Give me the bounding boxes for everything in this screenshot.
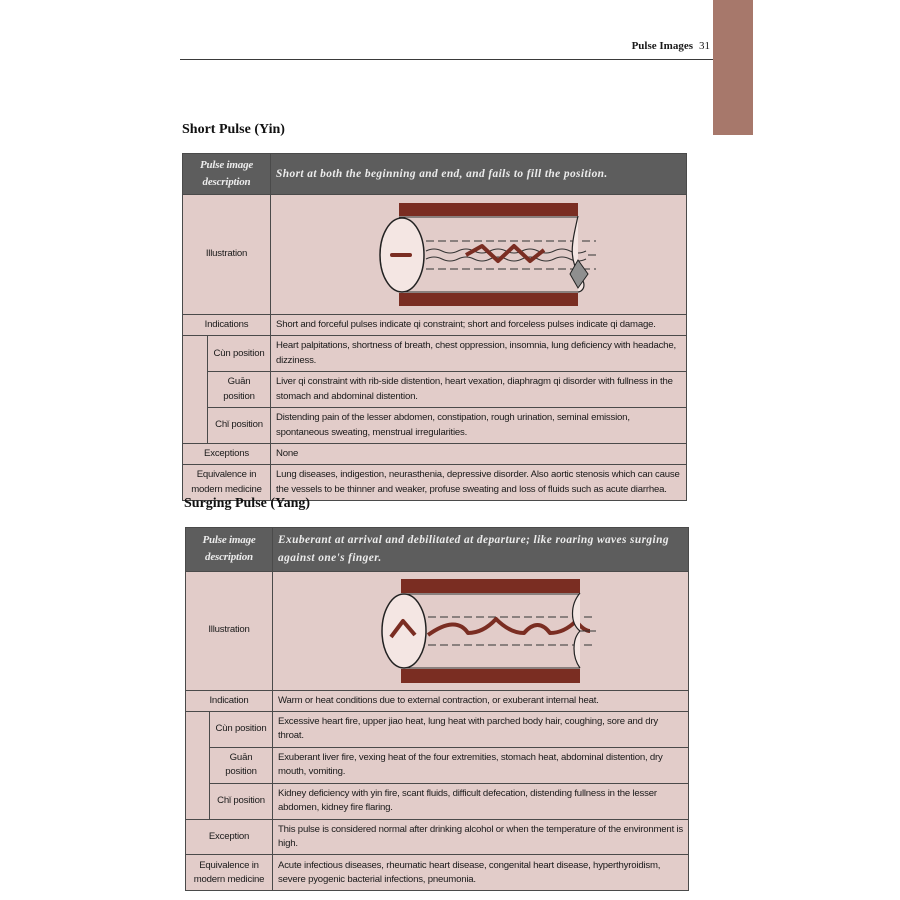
header-label-cell: Pulse image description (186, 528, 273, 572)
indications-text: Warm or heat conditions due to external contraction, or exuberant internal heat. (273, 690, 689, 711)
surging-pulse-table (185, 527, 689, 891)
exceptions-label: Exception (186, 819, 273, 855)
guan-text: Liver qi constraint with rib-side distention, heart vexation, diaphragm qi disorder with fullness in the stomach and abdominal distention. (271, 372, 687, 408)
chi-label: Chǐ position (208, 408, 271, 444)
exceptions-text: This pulse is considered normal after drinking alcohol or when the temperature of the environment is high. (273, 819, 689, 855)
illustration-cell (271, 195, 687, 315)
equivalence-text: Lung diseases, indigestion, neurasthenia, depressive disorder. Also aortic stenosis which can cause the vessels to be thinner and weaker, profuse sweating and loss of fluids such as acute diarrhea. (271, 465, 687, 501)
guan-label: Guān position (208, 372, 271, 408)
surging-pulse-illustration (278, 575, 694, 687)
pulse-wave (428, 619, 590, 635)
section-title-surging-pulse: Surging Pulse (Yang) (184, 496, 311, 511)
vessel-wall-bottom (401, 669, 580, 683)
equivalence-label: Equivalence in modern medicine (183, 465, 271, 501)
vessel-end-cap (570, 260, 588, 288)
cun-text: Heart palpitations, shortness of breath, chest oppression, insomnia, lung deficiency with headache, dizziness. (271, 336, 687, 372)
position-indent (186, 711, 210, 819)
vessel-wall-top (401, 579, 580, 593)
chi-text: Distending pain of the lesser abdomen, constipation, rough urination, seminal emission, spontaneous sweating, menstrual irregularities. (271, 408, 687, 444)
running-header (560, 40, 710, 52)
header-label-cell: Pulse image description (183, 154, 271, 195)
chi-text: Kidney deficiency with yin fire, scant fluids, difficult defecation, distending fullness in the lesser abdomen, kidney fire flaring. (273, 783, 689, 819)
illustration-label: Illustration (186, 571, 273, 690)
page-number: 31 (699, 40, 710, 52)
description-cell: Exuberant at arrival and debilitated at departure; like roaring waves surging against one's finger. (273, 528, 689, 572)
equivalence-text: Acute infectious diseases, rheumatic heart disease, congenital heart disease, hyperthyroidism, severe pyogenic bacterial infections, pneumonia. (273, 855, 689, 891)
illustration-label: Illustration (183, 195, 271, 315)
equivalence-label: Equivalence in modern medicine (186, 855, 273, 891)
indications-label: Indications (183, 315, 271, 336)
chi-label: Chǐ position (210, 783, 273, 819)
vessel-far-end (573, 593, 581, 668)
indications-text: Short and forceful pulses indicate qi constraint; short and forceless pulses indicate qi damage. (271, 315, 687, 336)
vessel-wall-top (399, 203, 578, 216)
short-pulse-illustration (276, 198, 692, 311)
section-title-short-pulse: Short Pulse (Yin) (182, 122, 285, 137)
cun-text: Excessive heart fire, upper jiao heat, lung heat with parched body hair, coughing, sore and dry throat. (273, 711, 689, 747)
position-indent (183, 336, 208, 444)
illustration-cell (273, 571, 689, 690)
page-edge-tab (713, 0, 753, 135)
exceptions-label: Exceptions (183, 444, 271, 465)
exceptions-text: None (271, 444, 687, 465)
cun-label: Cùn position (208, 336, 271, 372)
running-title: Pulse Images (631, 40, 693, 52)
guan-label: Guān position (210, 747, 273, 783)
vessel-wall-bottom (399, 293, 578, 306)
header-rule (180, 59, 713, 60)
guan-text: Exuberant liver fire, vexing heat of the four extremities, stomach heat, abdominal distention, dry mouth, vomiting. (273, 747, 689, 783)
cun-label: Cùn position (210, 711, 273, 747)
description-cell: Short at both the beginning and end, and fails to fill the position. (271, 154, 687, 195)
vessel-opening-ellipse (382, 594, 426, 668)
short-pulse-table (182, 153, 687, 501)
indications-label: Indication (186, 690, 273, 711)
